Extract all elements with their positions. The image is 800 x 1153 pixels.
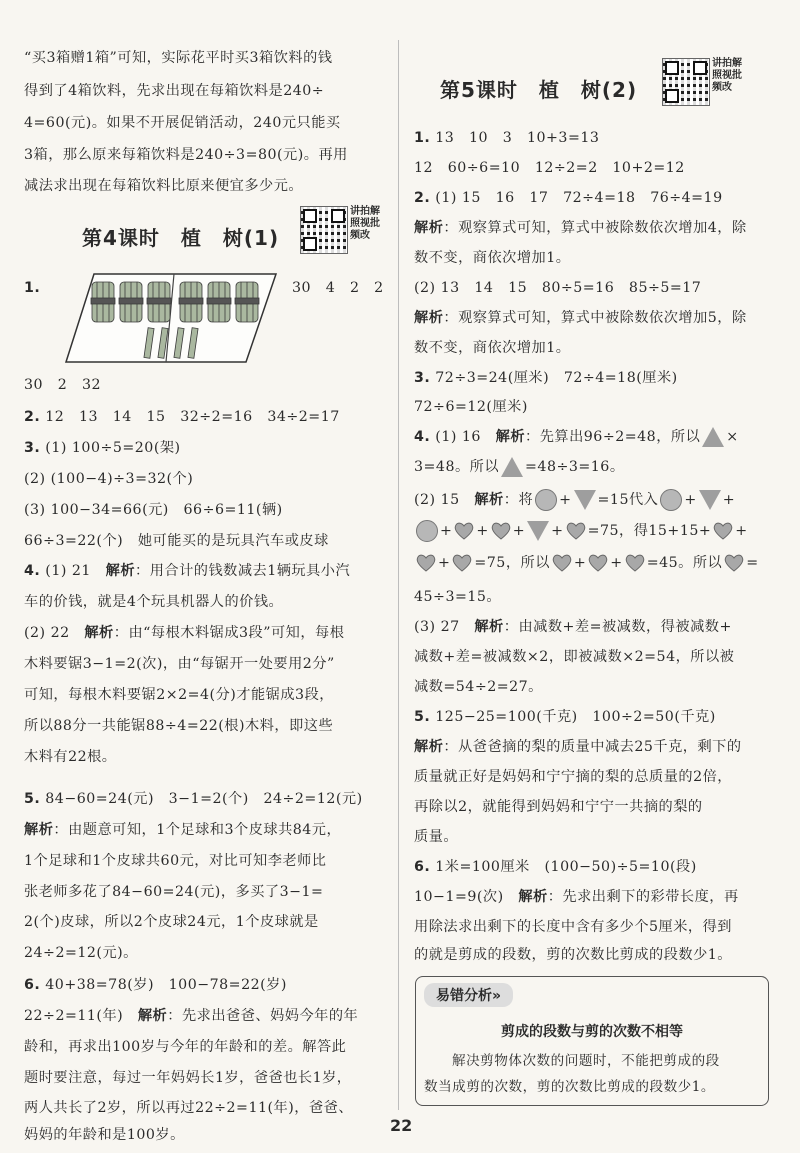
intro-line-5: 减法求出现在每箱饮料比原来便宜多少元。 xyxy=(24,178,304,194)
qr-code-icon[interactable] xyxy=(300,206,348,254)
q5-analysis-l1: 解析：由题意可知，1个足球和3个皮球共84元， xyxy=(24,822,342,838)
q3-line-1: 3. (1) 100÷5=20(架) xyxy=(24,440,181,456)
q4-part1: 4. (1) 21 解析：用合计的钱数减去1辆玩具小汽 xyxy=(24,563,351,579)
r-q5-analysis-1: 解析：从爸爸摘的梨的质量中减去25千克，剩下的 xyxy=(414,739,742,755)
q3-line-4: 66÷3=22(个) 她可能买的是玩具汽车或皮球 xyxy=(24,533,329,549)
q6-analysis-l2: 龄和，再求出100岁与今年的年龄和的差。解答此 xyxy=(24,1039,347,1055)
q5-analysis-l2: 1个足球和1个皮球共60元，对比可知李老师比 xyxy=(24,853,327,869)
q3-line-2: (2) (100−4)÷3=32(个) xyxy=(24,471,194,487)
heart-icon xyxy=(416,554,436,572)
r-q4-line4: + + + + =75，得15+15+ + xyxy=(414,520,748,542)
r-q6-analysis-3: 的就是剪成的段数，剪的次数比剪成的段数少1。 xyxy=(414,947,732,963)
page-number: 22 xyxy=(390,1116,413,1135)
q1-answer-right: 30 4 2 2 xyxy=(292,280,384,296)
r-q4-line2: 3=48。所以 =48÷3=16。 xyxy=(414,459,625,475)
qr-code-icon[interactable] xyxy=(662,58,710,106)
r-q4-line3: (2) 15 解析：将 + =15代入 + + xyxy=(414,489,735,511)
error-analysis-tag: 易错分析» xyxy=(424,983,513,1007)
qr-caption: 讲拍解照视批频改 xyxy=(712,58,742,93)
heart-icon xyxy=(552,554,572,572)
error-analysis-line-2: 数当成剪的次数，剪的次数比剪成的段数少1。 xyxy=(424,1079,716,1095)
r-q3-line1: 3. 72÷3=24(厘米) 72÷4=18(厘米) xyxy=(414,370,678,386)
r-q4-line6: 45÷3=15。 xyxy=(414,589,502,605)
r-q2-analysis-3: 解析：观察算式可知，算式中被除数依次增加5，除 xyxy=(414,310,747,326)
heart-icon xyxy=(713,522,733,540)
q5-analysis-l4: 2(个)皮球，所以2个皮球24元，1个皮球就是 xyxy=(24,914,319,930)
r-q4-line5: + =75，所以 + + =45。所以 = xyxy=(414,553,759,573)
r-q1-line1: 1. 13 10 3 10+3=13 xyxy=(414,130,600,146)
q5-analysis-l5: 24÷2=12(元)。 xyxy=(24,945,138,961)
q4-part1-l2: 车的价钱，就是4个玩具机器人的价钱。 xyxy=(24,594,284,610)
r-q5-analysis-4: 质量。 xyxy=(414,829,459,845)
r-q6-line1: 6. 1米=100厘米 (100−50)÷5=10(段) xyxy=(414,859,697,875)
circle-icon xyxy=(535,489,557,511)
lesson5-title: 第5课时 植 树(2) xyxy=(440,78,638,102)
triangle-icon xyxy=(702,427,724,447)
q1-answer-below: 30 2 32 xyxy=(24,377,102,393)
r-q6-analysis-1: 10−1=9(次) 解析：先求出剩下的彩带长度，再 xyxy=(414,889,739,905)
intro-line-4: 3箱，那么原来每箱饮料是240÷3=80(元)。再用 xyxy=(24,147,348,163)
q1-number: 1. xyxy=(24,280,41,296)
inverted-triangle-icon xyxy=(527,521,549,541)
r-q5-analysis-2: 质量就正好是妈妈和宁宁摘的梨的总质量的2倍， xyxy=(414,769,732,785)
r-q4-line7: (3) 27 解析：由减数+差=被减数，得被减数+ xyxy=(414,619,732,635)
q4-part2-l3: 可知，每根木料要锯2×2=4(分)才能锯成3段， xyxy=(24,687,334,703)
error-analysis-heading: 剪成的段数与剪的次数不相等 xyxy=(501,1024,683,1040)
q4-part2-l4: 所以88分一共能锯88÷4=22(根)木料，即这些 xyxy=(24,718,334,734)
q6-analysis-l1: 22÷2=11(年) 解析：先求出爸爸、妈妈今年的年 xyxy=(24,1008,359,1024)
error-analysis-box xyxy=(415,976,769,1106)
q5-answer: 5. 84−60=24(元) 3−1=2(个) 24÷2=12(元) xyxy=(24,791,363,807)
q4-part2-l2: 木料要锯3−1=2(次)，由“每锯开一处要用2分” xyxy=(24,656,335,672)
q5-analysis-l3: 张老师多花了84−60=24(元)，多买了3−1= xyxy=(24,884,324,900)
r-q5-analysis-3: 再除以2，就能得到妈妈和宁宁一共摘的梨的 xyxy=(414,799,703,815)
q6-analysis-l4: 两人共长了2岁，所以再过22÷2=11(年)，爸爸、 xyxy=(24,1100,354,1116)
heart-icon xyxy=(454,522,474,540)
qr-caption: 讲拍解照视批频改 xyxy=(350,206,380,241)
q4-part2: (2) 22 解析：由“每根木料锯成3段”可知，每根 xyxy=(24,625,345,641)
intro-line-1: “买3箱赠1箱”可知，实际花平时买3箱饮料的钱 xyxy=(24,50,333,66)
q2-line: 2. 12 13 14 15 32÷2=16 34÷2=17 xyxy=(24,409,340,425)
triangle-icon xyxy=(501,457,523,477)
intro-line-2: 得到了4箱饮料，先求出现在每箱饮料是240÷ xyxy=(24,83,325,99)
lesson4-title: 第4课时 植 树(1) xyxy=(82,226,280,250)
column-divider xyxy=(398,40,399,1110)
q6-analysis-l5-overflow: 妈妈的年龄和是100岁。 xyxy=(24,1127,185,1143)
r-q6-analysis-2: 用除法求出剩下的长度中含有多少个5厘米，得到 xyxy=(414,919,732,935)
heart-icon xyxy=(588,554,608,572)
q4-part2-l5: 木料有22根。 xyxy=(24,749,117,765)
q6-answer: 6. 40+38=78(岁) 100−78=22(岁) xyxy=(24,977,287,993)
circle-icon xyxy=(660,489,682,511)
inverted-triangle-icon xyxy=(699,490,721,510)
bundles-of-sticks-illustration xyxy=(64,270,278,366)
heart-icon xyxy=(491,522,511,540)
heart-icon xyxy=(566,522,586,540)
heart-icon xyxy=(452,554,472,572)
r-q2-analysis-4: 数不变，商依次增加1。 xyxy=(414,340,571,356)
r-q5-line1: 5. 125−25=100(千克) 100÷2=50(千克) xyxy=(414,709,716,725)
circle-icon xyxy=(416,520,438,542)
r-q2-analysis-1: 解析：观察算式可知，算式中被除数依次增加4，除 xyxy=(414,220,747,236)
heart-icon xyxy=(625,554,645,572)
r-q3-line2: 72÷6=12(厘米) xyxy=(414,399,528,415)
r-q4-line9: 减数=54÷2=27。 xyxy=(414,679,543,695)
intro-line-3: 4=60(元)。如果不开展促销活动，240元只能买 xyxy=(24,115,341,131)
r-q1-line2: 12 60÷6=10 12÷2=2 10+2=12 xyxy=(414,160,685,176)
r-q4-line1: 4. (1) 16 解析：先算出96÷2=48，所以 × xyxy=(414,429,739,445)
r-q2-line2: (2) 13 14 15 80÷5=16 85÷5=17 xyxy=(414,280,702,296)
r-q4-line8: 减数+差=被减数×2，即被减数×2=54，所以被 xyxy=(414,649,735,665)
inverted-triangle-icon xyxy=(574,490,596,510)
q3-line-3: (3) 100−34=66(元) 66÷6=11(辆) xyxy=(24,502,283,518)
r-q2-line1: 2. (1) 15 16 17 72÷4=18 76÷4=19 xyxy=(414,190,723,206)
error-analysis-line-1: 解决剪物体次数的问题时，不能把剪成的段 xyxy=(452,1053,720,1069)
heart-icon xyxy=(724,554,744,572)
q6-analysis-l3: 题时要注意，每过一年妈妈长1岁，爸爸也长1岁， xyxy=(24,1070,352,1086)
r-q2-analysis-2: 数不变，商依次增加1。 xyxy=(414,250,571,266)
